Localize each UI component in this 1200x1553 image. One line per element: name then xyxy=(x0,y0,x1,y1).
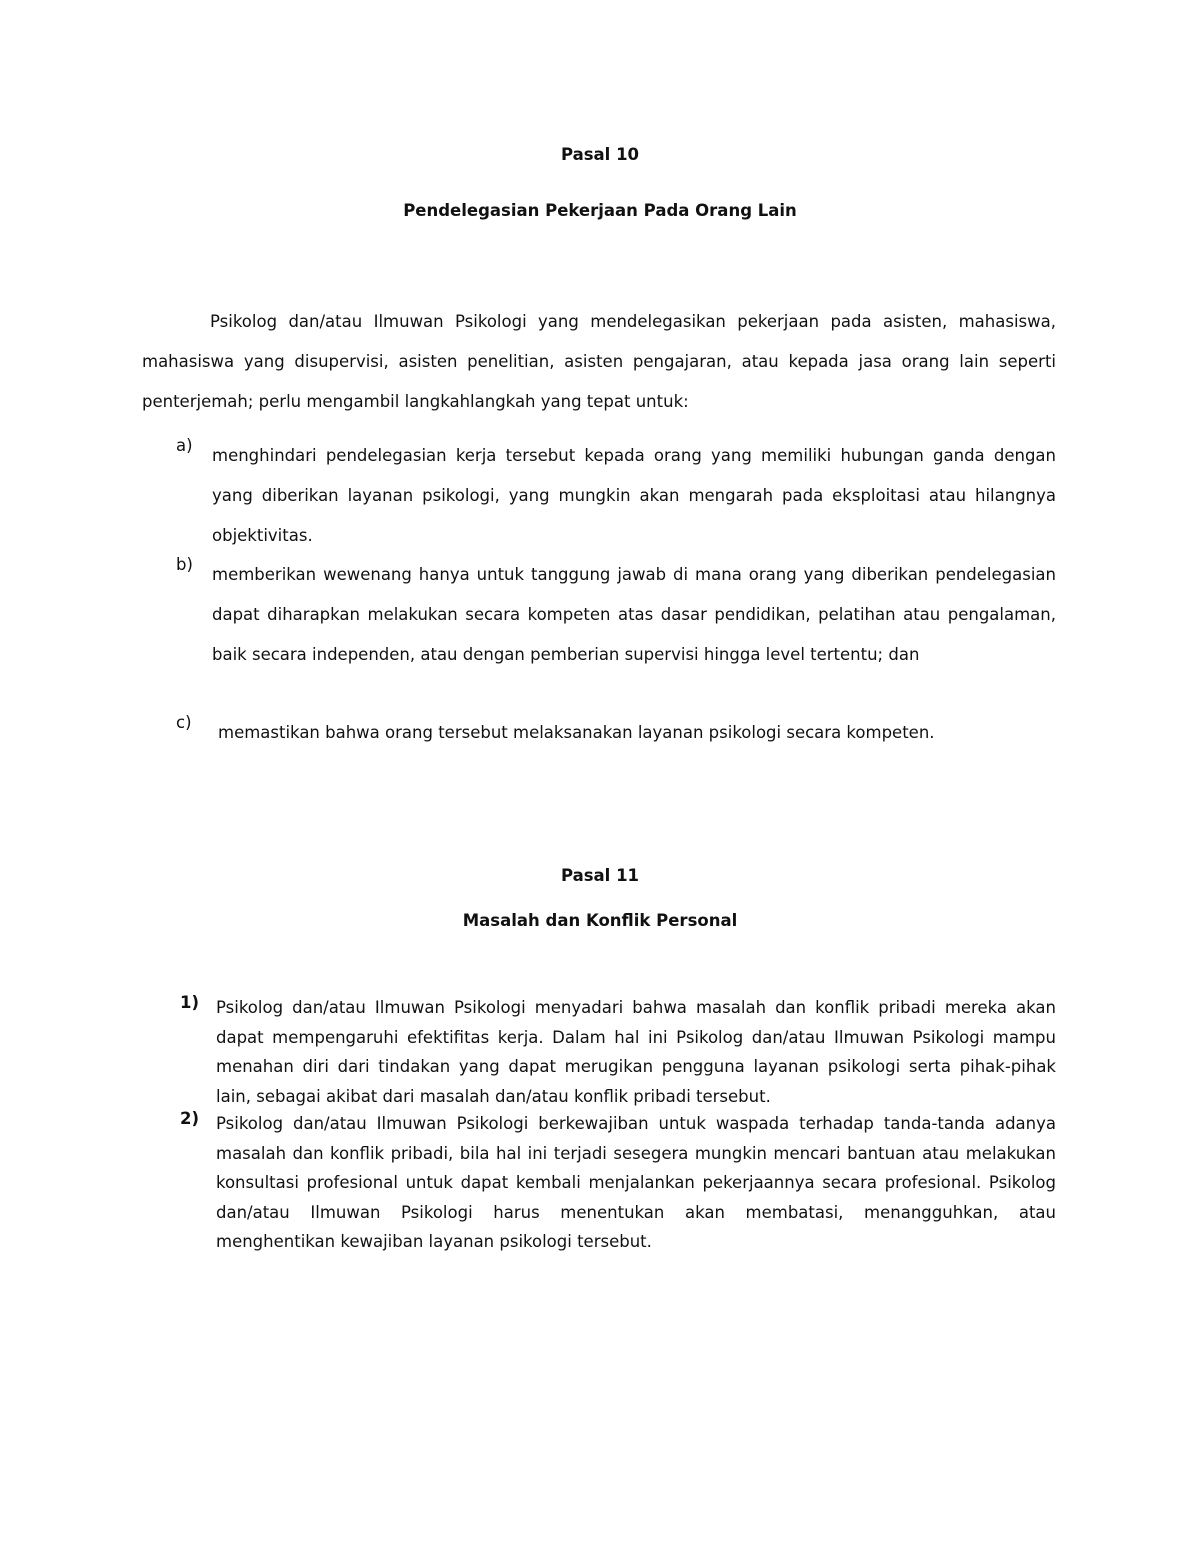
list-marker: a) xyxy=(176,436,193,455)
list-item-text: Psikolog dan/atau Ilmuwan Psikologi menyadari bahwa masalah dan konflik pribadi mereka akan dapat mempengaruhi efektifitas kerja. Dalam hal ini Psikolog dan/atau Ilmuwan Psikologi mampu menahan diri dari tindakan yang dapat merugikan pengguna layanan psikologi serta pihak-pihak lain, sebagai akibat dari masalah dan/atau konflik pribadi tersebut. xyxy=(216,998,1056,1106)
list-item xyxy=(142,555,1056,675)
pasal-10-subtitle: Pendelegasian Pekerjaan Pada Orang Lain xyxy=(403,201,797,220)
list-marker: 2) xyxy=(180,1109,200,1128)
pasal-11-title: Pasal 11 xyxy=(560,866,640,885)
list-marker: 1) xyxy=(180,993,200,1012)
list-item xyxy=(142,1109,1056,1257)
list-item xyxy=(142,713,1056,753)
list-item xyxy=(142,436,1056,556)
list-item-text: memberikan wewenang hanya untuk tanggung jawab di mana orang yang diberikan pendelegasian dapat diharapkan melakukan secara kompeten atas dasar pendidikan, pelatihan atau pengalaman, baik secara independen, atau dengan pemberian supervisi hingga level tertentu; dan xyxy=(212,565,1056,664)
pasal-10-intro: Psikolog dan/atau Ilmuwan Psikologi yang mendelegasikan pekerjaan pada asisten, mahasiswa, mahasiswa yang disupervisi, asisten penelitian, asisten pengajaran, atau kepada jasa orang lain seperti penterjemah; perlu mengambil langkahlangkah yang tepat untuk: xyxy=(142,312,1056,411)
list-item-text: menghindari pendelegasian kerja tersebut kepada orang yang memiliki hubungan ganda dengan yang diberikan layanan psikologi, yang mungkin akan mengarah pada eksploitasi atau hilangnya objektivitas. xyxy=(212,446,1056,545)
list-item-text: Psikolog dan/atau Ilmuwan Psikologi berkewajiban untuk waspada terhadap tanda-tanda adanya masalah dan konflik pribadi, bila hal ini terjadi sesegera mungkin mencari bantuan atau melakukan konsultasi profesional untuk dapat kembali menjalankan pekerjaannya secara profesional. Psikolog dan/atau Ilmuwan Psikologi harus menentukan akan membatasi, menangguhkan, atau menghentikan kewajiban layanan psikologi tersebut. xyxy=(216,1114,1056,1251)
list-marker: c) xyxy=(176,713,192,732)
list-item xyxy=(142,993,1056,1111)
list-item-text: memastikan bahwa orang tersebut melaksanakan layanan psikologi secara kompeten. xyxy=(218,723,935,742)
list-marker: b) xyxy=(176,555,193,574)
pasal-11-subtitle: Masalah dan Konflik Personal xyxy=(462,911,738,930)
pasal-10-title: Pasal 10 xyxy=(560,145,640,164)
